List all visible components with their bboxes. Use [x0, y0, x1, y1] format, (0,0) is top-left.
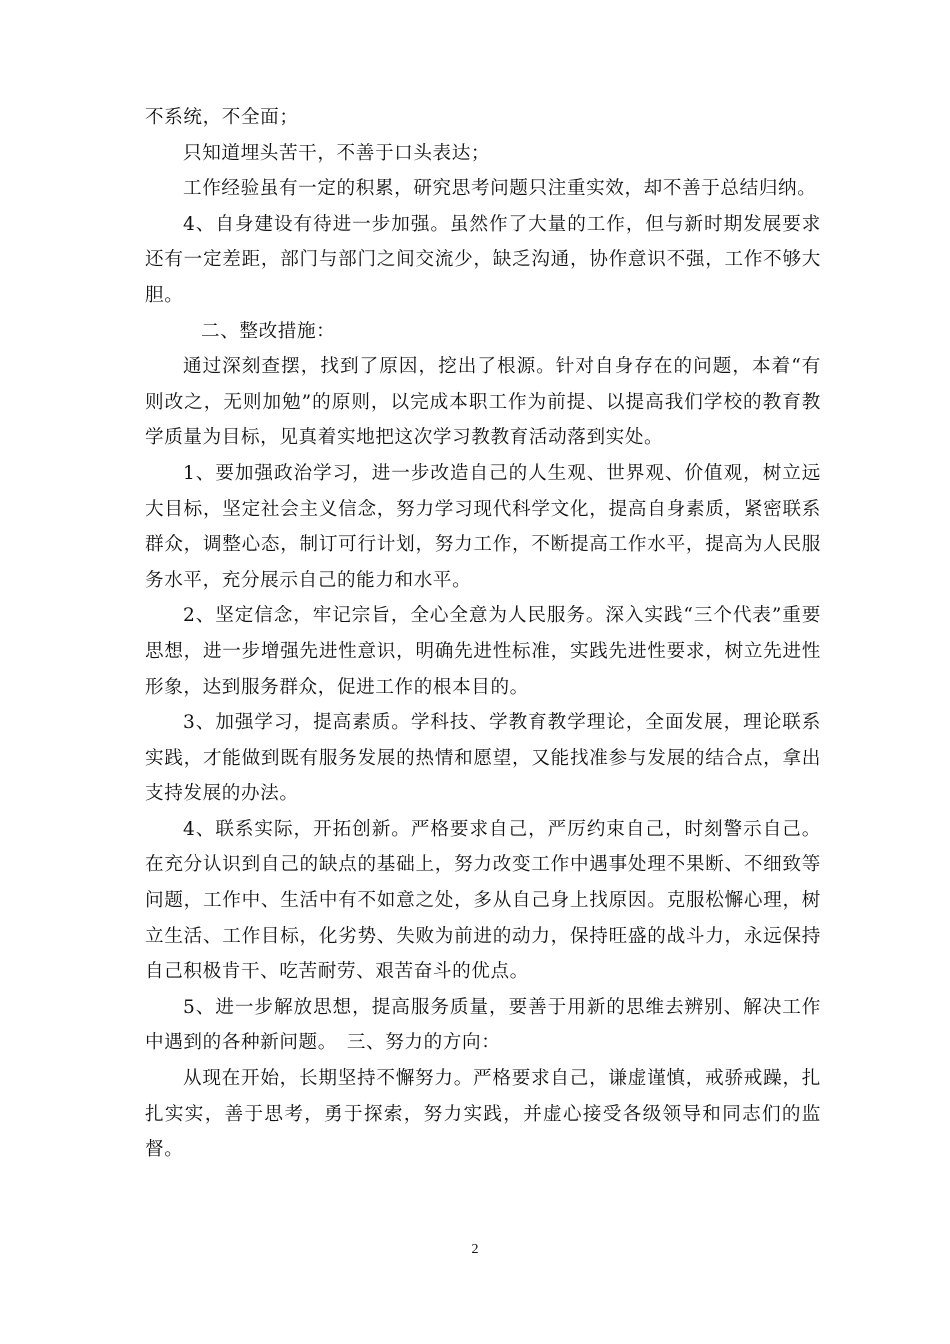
paragraph: 从现在开始，长期坚持不懈努力。严格要求自己，谦虚谨慎，戒骄戒躁，扎扎实实，善于思考，勇于探索，努力实践，并虚心接受各级领导和同志们的监督。	[145, 1068, 821, 1161]
paragraph: 5、进一步解放思想，提高服务质量，要善于用新的思维去辨别、解决工作中遇到的各种新问题。 三、努力的方向：	[145, 996, 821, 1054]
paragraph: 4、自身建设有待进一步加强。虽然作了大量的工作，但与新时期发展要求还有一定差距，部门与部门之间交流少，缺乏沟通，协作意识不强，工作不够大胆。	[145, 213, 821, 306]
paragraph: 3、加强学习，提高素质。学科技、学教育教学理论，全面发展，理论联系实践，才能做到既有服务发展的热情和愿望，又能找准参与发展的结合点，拿出支持发展的办法。	[145, 712, 821, 805]
paragraph: 不系统，不全面；	[145, 107, 299, 128]
paragraph: 通过深刻查摆，找到了原因，挖出了根源。针对自身存在的问题，本着“有则改之，无则加勉”的原则，以完成本职工作为前提、以提高我们学校的教育教学质量为目标，见真着实地把这次学习教教育活动落到实处。	[145, 356, 821, 449]
paragraph: 2、坚定信念，牢记宗旨，全心全意为人民服务。深入实践“三个代表”重要思想，进一步增强先进性意识，明确先进性标准，实践先进性要求，树立先进性形象，达到服务群众，促进工作的根本目的。	[145, 605, 821, 698]
document-body	[145, 100, 821, 1168]
paragraph: 只知道埋头苦干，不善于口头表达；	[183, 142, 491, 164]
paragraph: 工作经验虽有一定的积累，研究思考问题只注重实效，却不善于总结归纳。	[183, 178, 817, 200]
section-heading: 二、整改措施：	[201, 320, 336, 342]
paragraph: 4、联系实际，开拓创新。严格要求自己，严厉约束自己，时刻警示自己。在充分认识到自己的缺点的基础上，努力改变工作中遇事处理不果断、不细致等问题，工作中、生活中有不如意之处，多从自己身上找原因。克服松懈心理，树立生活、工作目标，化劣势、失败为前进的动力，保持旺盛的战斗力，永远保持自己积极肯干、吃苦耐劳、艰苦奋斗的优点。	[145, 818, 821, 983]
paragraph: 1、要加强政治学习，进一步改造自己的人生观、世界观、价值观，树立远大目标，坚定社会主义信念，努力学习现代科学文化，提高自身素质，紧密联系群众，调整心态，制订可行计划，努力工作，不断提高工作水平，提高为人民服务水平，充分展示自己的能力和水平。	[145, 462, 821, 591]
page-number: 2	[471, 1242, 479, 1257]
